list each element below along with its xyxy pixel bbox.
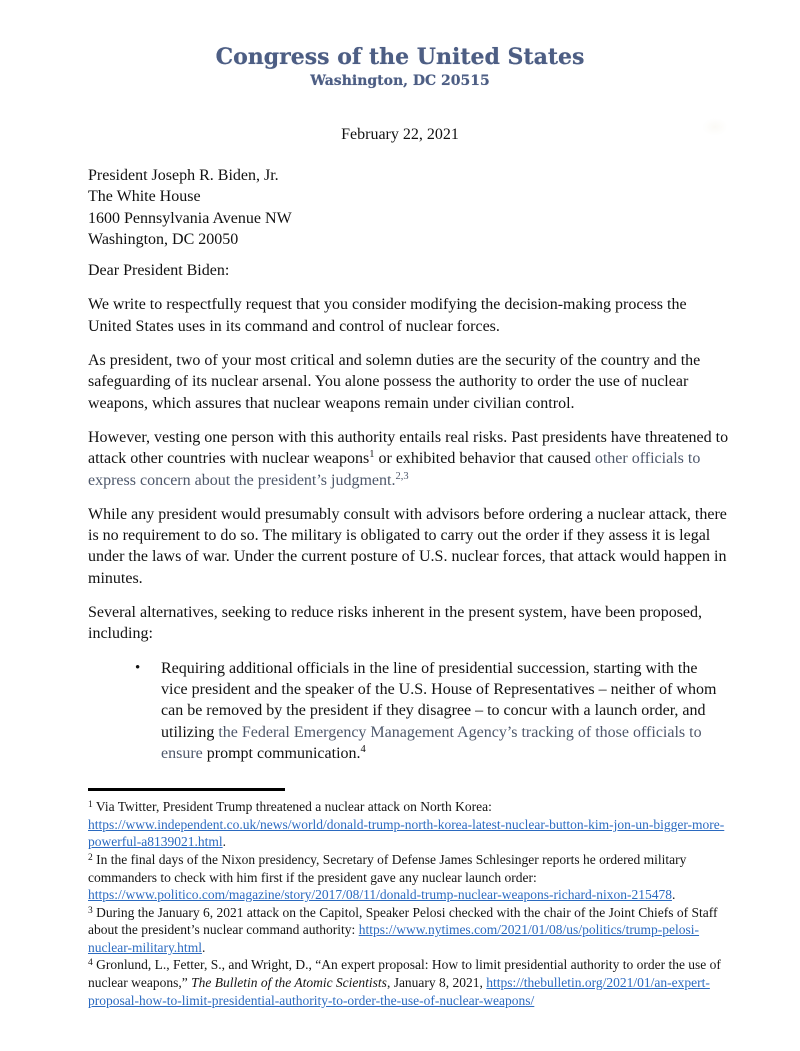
- paragraph-risks: [88, 427, 734, 491]
- footnote-text: In the final days of the Nixon presidency, Secretary of Defense James Schlesinger reports he ordered military commanders to check with him first if the president gave any nuclear launch order:: [88, 851, 687, 885]
- footnote-journal-title: The Bulletin of the Atomic Scientists: [191, 975, 387, 991]
- text-run: Requiring additional officials in the line of presidential succession, starting with the vice president and the speaker of the U.S. House of Representatives – neither of whom can be removed by the president if they disagree – to concur with a launch order, and utilizing: [161, 659, 717, 741]
- recipient-street: 1600 Pennsylvania Avenue NW: [88, 209, 292, 227]
- footnote-number: 2: [88, 852, 93, 863]
- letterhead-title: Congress of the United States: [215, 44, 585, 70]
- footnotes: [88, 798, 734, 1009]
- footnote-text: Gronlund, L., Fetter, S., and Wright, D., “An expert proposal: How to limit presidential authority to order the use of nuclear weapons,”: [88, 957, 721, 991]
- text-run-muted: the Federal Emergency Management Agency’s tracking of those officials to ensure: [161, 723, 702, 762]
- paragraph-no-requirement: While any president would presumably consult with advisors before ordering a nuclear attack, there is no requirement to do so. The military is obligated to carry out the order if they assess it is legal under the laws of war. Under the current posture of U.S. nuclear forces, that attack would happen in minutes.: [88, 505, 727, 587]
- footnote-ref-4: 4: [360, 743, 366, 755]
- footnote-link[interactable]: https://www.nytimes.com/2021/01/08/us/politics/trump-pelosi-nuclear-military.html: [88, 922, 700, 955]
- footnote-link[interactable]: https://www.politico.com/magazine/story/2017/08/11/donald-trump-nuclear-weapons-richard-nixon-215478: [88, 887, 672, 903]
- letter-date: February 22, 2021: [341, 126, 459, 143]
- recipient-org: The White House: [88, 188, 201, 206]
- bullet-text: [161, 658, 734, 764]
- scan-smudge: [702, 118, 728, 136]
- letterhead-subtitle: Washington, DC 20515: [310, 73, 490, 89]
- footnote-separator: [88, 788, 285, 791]
- text-run: However, vesting one person with this authority entails real risks. Past presidents have threatened to attack other countries with nuclear weapons: [88, 428, 729, 468]
- paragraph-alternatives: Several alternatives, seeking to reduce risks inherent in the present system, have been proposed, including:: [88, 604, 703, 643]
- footnote-ref-1: 1: [369, 449, 375, 461]
- footnote-number: 4: [88, 958, 93, 969]
- footnote-ref-2-3: 2,3: [395, 470, 409, 482]
- footnote-4: [88, 956, 734, 1009]
- footnote-link[interactable]: https://www.independent.co.uk/news/world/donald-trump-north-korea-latest-nuclear-button-kim-jon-un-bigger-more-powerful-a8139021.html: [88, 816, 725, 850]
- footnote-number: 3: [88, 905, 93, 916]
- footnote-text: .: [222, 834, 226, 850]
- letter-body: [88, 165, 734, 1009]
- footnote-number: 1: [88, 800, 93, 811]
- text-run: or exhibited behavior that caused: [374, 450, 595, 468]
- text-run: prompt communication.: [206, 744, 361, 762]
- footnote-text: , January 8, 2021,: [386, 975, 487, 991]
- recipient-address: [88, 165, 734, 250]
- paragraph-request: We write to respectfully request that you consider modifying the decision-making process the United States uses in its command and control of nuclear forces.: [88, 296, 687, 335]
- paragraph-duties: As president, two of your most critical and solemn duties are the security of the country and the safeguarding of its nuclear arsenal. You alone possess the authority to order the use of nuclear weapons, which assures that nuclear weapons remain under civilian control.: [88, 352, 701, 412]
- footnote-3: [88, 904, 734, 957]
- footnote-link[interactable]: https://thebulletin.org/2021/01/an-expert-proposal-how-to-limit-presidential-authority-to-order-the-use-of-nuclear-weapons/: [88, 975, 710, 1008]
- footnote-2: [88, 851, 734, 904]
- recipient-name: President Joseph R. Biden, Jr.: [88, 167, 279, 184]
- footnote-text: .: [671, 887, 676, 903]
- footnote-text: Via Twitter, President Trump threatened a nuclear attack on North Korea:: [92, 799, 492, 815]
- text-run-muted: other officials to express concern about the president’s judgment.: [88, 450, 701, 489]
- salutation: Dear President Biden:: [88, 262, 230, 280]
- footnote-1: [88, 798, 734, 851]
- letterhead: [0, 44, 800, 90]
- footnote-text: .: [201, 939, 206, 955]
- recipient-city: Washington, DC 20050: [88, 230, 239, 248]
- footnote-text: During the January 6, 2021 attack on the Capitol, Speaker Pelosi checked with the chair of the Joint Chiefs of Staff about the president’s nuclear command authority:: [88, 904, 718, 938]
- bullet-icon: •: [135, 659, 141, 676]
- bullet-item: [135, 658, 734, 764]
